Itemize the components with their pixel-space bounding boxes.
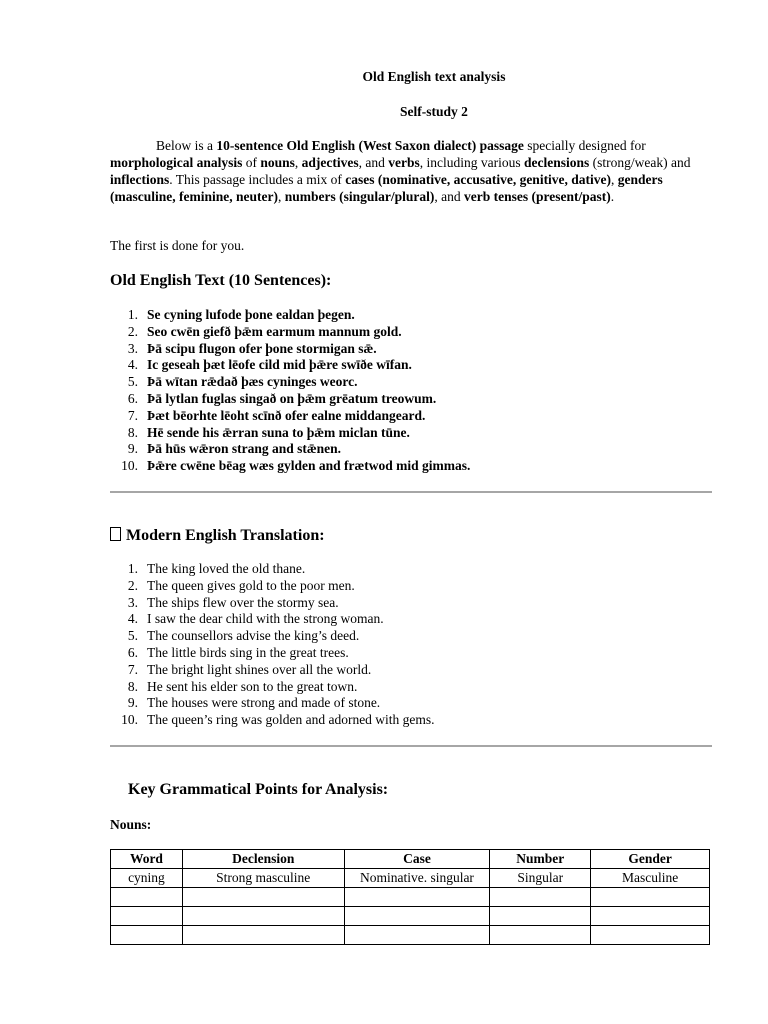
sentence-text: He sent his elder son to the great town. bbox=[147, 678, 358, 694]
sentence-text: The ships flew over the stormy sea. bbox=[147, 594, 339, 610]
table-cell[interactable]: Nominative. singular bbox=[344, 869, 490, 888]
list-number: 4. bbox=[127, 611, 138, 627]
intro-segment: morphological analysis bbox=[110, 155, 243, 170]
list-item bbox=[110, 408, 470, 425]
sentence-text: Þǣre cwēne bēag wæs gylden and frætwod mid gimmas. bbox=[147, 458, 471, 474]
intro-segment: declensions bbox=[524, 155, 590, 170]
intro-segment: , and bbox=[358, 155, 389, 170]
sentence-text: The king loved the old thane. bbox=[147, 561, 306, 576]
document-subtitle: Self-study 2 bbox=[400, 104, 468, 119]
sentence-text: The little birds sing in the great trees. bbox=[147, 644, 349, 660]
list-item bbox=[110, 441, 470, 458]
table-cell[interactable] bbox=[111, 888, 183, 907]
intro-segment: , bbox=[294, 155, 302, 170]
sentence-text: Þā wītan rǣdað þæs cyninges weorc. bbox=[147, 374, 358, 390]
intro-segment: adjectives bbox=[301, 155, 359, 170]
intro-segment: , including various bbox=[419, 155, 525, 170]
table-cell[interactable] bbox=[344, 888, 490, 907]
list-number: 1. bbox=[127, 307, 138, 322]
nouns-table bbox=[110, 849, 710, 945]
translation-heading-block bbox=[110, 527, 325, 545]
nouns-label: Nouns: bbox=[110, 817, 152, 832]
sentence-text: Seo cwēn giefð þǣm earmum mannum gold. bbox=[147, 323, 402, 339]
list-number: 2. bbox=[127, 323, 138, 339]
list-item bbox=[110, 458, 470, 475]
horizontal-rule bbox=[110, 745, 712, 747]
table-row bbox=[111, 869, 710, 888]
table-cell[interactable] bbox=[344, 926, 490, 945]
table-cell[interactable] bbox=[490, 888, 591, 907]
intro-paragraph bbox=[110, 137, 710, 205]
intro-segment: . This passage includes a mix of bbox=[169, 172, 346, 187]
missing-glyph-icon bbox=[110, 527, 121, 541]
intro-segment: 10-sentence Old English (West Saxon dialect) passage bbox=[216, 138, 524, 153]
old-english-heading: Old English Text (10 Sentences): bbox=[110, 272, 332, 289]
column-header: Case bbox=[344, 850, 490, 869]
list-number: 7. bbox=[127, 661, 138, 677]
table-cell[interactable] bbox=[182, 907, 344, 926]
list-number: 3. bbox=[127, 340, 138, 356]
table-cell[interactable]: Strong masculine bbox=[182, 869, 344, 888]
list-number: 4. bbox=[127, 357, 138, 373]
old-english-sentence-list bbox=[110, 307, 470, 475]
table-row bbox=[111, 926, 710, 945]
sentence-text: I saw the dear child with the strong woman. bbox=[147, 611, 384, 627]
list-number: 8. bbox=[127, 678, 138, 694]
table-cell[interactable]: cyning bbox=[111, 869, 183, 888]
list-number: 5. bbox=[127, 374, 138, 390]
list-number: 9. bbox=[127, 441, 138, 457]
table-cell[interactable] bbox=[111, 926, 183, 945]
table-cell[interactable] bbox=[490, 926, 591, 945]
table-row bbox=[111, 907, 710, 926]
sentence-text: Þā lytlan fuglas singað on þǣm grēatum treowum. bbox=[147, 390, 437, 406]
list-item bbox=[110, 679, 435, 696]
intro-segment: Below is a bbox=[156, 138, 217, 153]
list-item bbox=[110, 341, 470, 358]
sentence-text: Þā scipu flugon ofer þone stormigan sǣ. bbox=[147, 340, 377, 356]
list-item bbox=[110, 391, 470, 408]
document-title: Old English text analysis bbox=[362, 69, 506, 84]
intro-segment: numbers (singular/plural) bbox=[284, 189, 435, 204]
list-item bbox=[110, 628, 435, 645]
translation-heading: Modern English Translation: bbox=[126, 527, 325, 544]
table-row bbox=[111, 888, 710, 907]
list-item bbox=[110, 712, 435, 729]
intro-segment: nouns bbox=[260, 155, 295, 170]
intro-segment: , bbox=[611, 172, 618, 187]
list-item bbox=[110, 425, 470, 442]
table-header-row bbox=[111, 850, 710, 869]
list-number: 2. bbox=[127, 577, 138, 593]
intro-segment: , and bbox=[434, 189, 465, 204]
table-cell[interactable] bbox=[182, 888, 344, 907]
list-number: 1. bbox=[127, 561, 138, 576]
table-cell[interactable] bbox=[490, 907, 591, 926]
intro-segment: verb tenses (present/past) bbox=[464, 189, 611, 204]
list-number: 7. bbox=[127, 407, 138, 423]
list-item bbox=[110, 561, 435, 578]
sentence-text: The counsellors advise the king’s deed. bbox=[147, 628, 360, 644]
intro-segment: of bbox=[242, 155, 261, 170]
list-number: 8. bbox=[127, 424, 138, 440]
horizontal-rule bbox=[110, 491, 712, 493]
sentence-text: The bright light shines over all the world. bbox=[147, 661, 372, 677]
list-number: 6. bbox=[127, 644, 138, 660]
intro-segment: (strong/weak) and bbox=[589, 155, 691, 170]
list-item bbox=[110, 578, 435, 595]
list-item bbox=[110, 645, 435, 662]
column-header: Gender bbox=[591, 850, 710, 869]
intro-segment: verbs bbox=[388, 155, 420, 170]
table-cell[interactable] bbox=[111, 907, 183, 926]
intro-segment: specially designed for bbox=[523, 138, 646, 153]
list-item bbox=[110, 307, 470, 324]
sentence-text: The queen’s ring was golden and adorned with gems. bbox=[147, 712, 435, 728]
translation-sentence-list bbox=[110, 561, 435, 729]
list-number: 9. bbox=[127, 695, 138, 711]
sentence-text: Þæt bēorhte lēoht scīnð ofer ealne middangeard. bbox=[147, 407, 426, 423]
first-done-note: The first is done for you. bbox=[110, 238, 245, 253]
list-item bbox=[110, 374, 470, 391]
table-cell[interactable]: Masculine bbox=[591, 869, 710, 888]
sentence-text: Se cyning lufode þone ealdan þegen. bbox=[147, 307, 355, 322]
list-item bbox=[110, 324, 470, 341]
list-number: 6. bbox=[127, 390, 138, 406]
table-cell[interactable] bbox=[591, 888, 710, 907]
sentence-text: The houses were strong and made of stone. bbox=[147, 695, 381, 711]
intro-segment: inflections bbox=[110, 172, 170, 187]
intro-segment: , bbox=[277, 189, 285, 204]
sentence-text: Ic geseah þæt lēofe cild mid þǣre swīðe wīfan. bbox=[147, 357, 412, 373]
list-item bbox=[110, 357, 470, 374]
column-header: Word bbox=[111, 850, 183, 869]
list-number: 10. bbox=[121, 458, 138, 474]
intro-segment: cases (nominative, accusative, genitive, dative) bbox=[345, 172, 612, 187]
column-header: Number bbox=[490, 850, 591, 869]
list-item bbox=[110, 611, 435, 628]
list-number: 5. bbox=[127, 628, 138, 644]
table-cell[interactable] bbox=[182, 926, 344, 945]
sentence-text: Hē sende his ǣrran suna to þǣm miclan tūne. bbox=[147, 424, 410, 440]
table-cell[interactable] bbox=[344, 907, 490, 926]
list-number: 3. bbox=[127, 594, 138, 610]
list-item bbox=[110, 662, 435, 679]
table-cell[interactable] bbox=[591, 907, 710, 926]
list-item bbox=[110, 695, 435, 712]
sentence-text: Þā hūs wǣron strang and stǣnen. bbox=[147, 441, 342, 457]
intro-segment: . bbox=[610, 189, 615, 204]
table-cell[interactable] bbox=[591, 926, 710, 945]
sentence-text: The queen gives gold to the poor men. bbox=[147, 577, 355, 593]
list-item bbox=[110, 595, 435, 612]
key-points-heading: Key Grammatical Points for Analysis: bbox=[128, 781, 389, 798]
column-header: Declension bbox=[182, 850, 344, 869]
table-cell[interactable]: Singular bbox=[490, 869, 591, 888]
intro-segment: genders (masculine, feminine, neuter) bbox=[110, 172, 663, 204]
list-number: 10. bbox=[121, 712, 138, 728]
